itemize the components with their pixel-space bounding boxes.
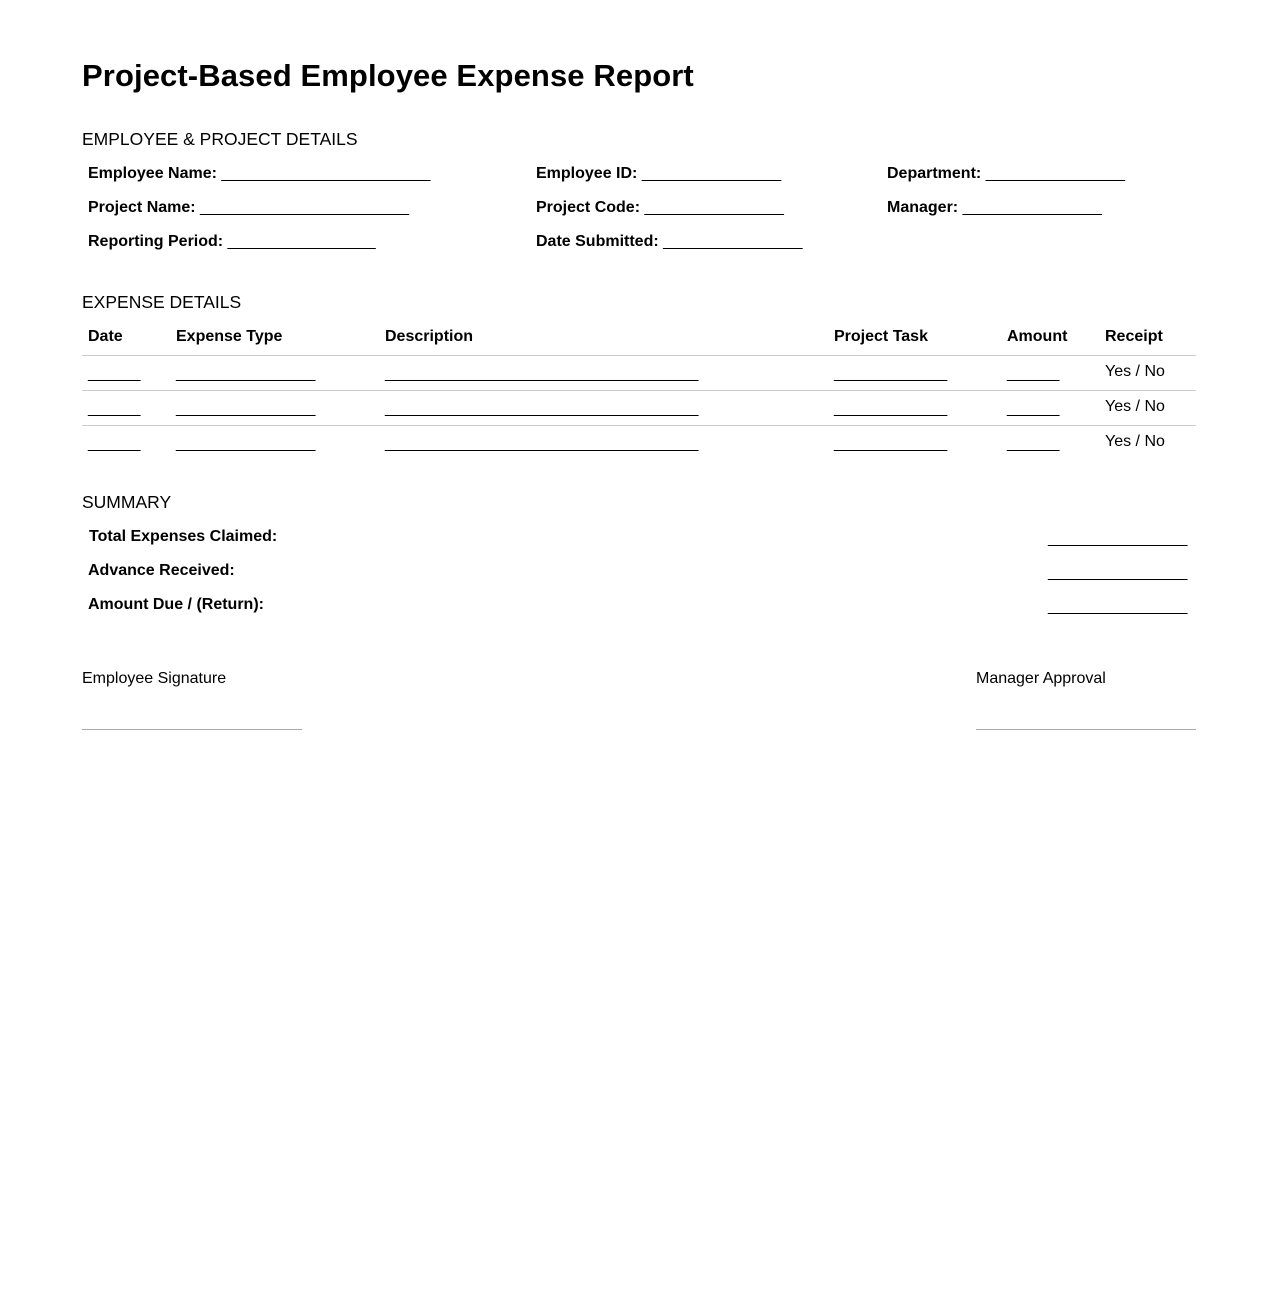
column-header-date: Date [88,328,123,345]
column-header-project-task: Project Task [834,328,928,345]
date-submitted-label: Date Submitted: [536,233,659,250]
row-divider [82,355,1196,356]
employee-signature-line[interactable] [82,729,302,730]
manager-label: Manager: [887,199,959,216]
manager-approval-label: Manager Approval [976,670,1106,687]
employee-id-label: Employee ID: [536,165,638,182]
reporting-period-blank[interactable]: _________________ [227,233,376,250]
row-divider [82,425,1196,426]
reporting-period-label: Reporting Period: [88,233,224,250]
column-header-description: Description [385,328,474,345]
project-name-blank[interactable]: ________________________ [200,199,409,216]
employee-id-field[interactable] [536,165,781,183]
project-task-cell[interactable]: _____________ [834,365,948,382]
description-cell[interactable]: ____________________________________ [385,365,699,382]
receipt-cell[interactable]: Yes / No [1105,433,1165,450]
project-code-label: Project Code: [536,199,641,216]
receipt-cell[interactable]: Yes / No [1105,363,1165,380]
description-cell[interactable]: ____________________________________ [385,400,699,417]
date-cell[interactable]: ______ [88,435,141,452]
project-name-label: Project Name: [88,199,196,216]
employee-name-blank[interactable]: ________________________ [221,165,431,182]
department-field[interactable] [887,165,1125,183]
project-name-field[interactable] [88,199,409,217]
section-title-details: EMPLOYEE & PROJECT DETAILS [82,129,358,149]
project-code-blank[interactable]: ________________ [644,199,784,216]
project-code-field[interactable] [536,199,784,217]
reporting-period-field[interactable] [88,233,375,251]
expense-type-cell[interactable]: ________________ [176,435,316,452]
manager-blank[interactable]: ________________ [962,199,1102,216]
employee-name-label: Employee Name: [88,165,217,182]
department-blank[interactable]: ________________ [985,165,1125,182]
column-header-expense-type: Expense Type [176,328,283,345]
employee-name-field[interactable] [88,165,430,183]
amount-cell[interactable]: ______ [1007,400,1060,417]
description-cell[interactable]: ____________________________________ [385,435,699,452]
manager-approval-line[interactable] [976,729,1196,730]
total-expenses-blank[interactable]: ________________ [1048,530,1188,547]
total-expenses-label: Total Expenses Claimed: [89,528,278,545]
page-title: Project-Based Employee Expense Report [82,58,694,93]
employee-id-blank[interactable]: ________________ [641,165,781,182]
employee-signature-label: Employee Signature [82,670,227,687]
expense-type-cell[interactable]: ________________ [176,400,316,417]
row-divider [82,390,1196,391]
date-submitted-blank[interactable]: ________________ [663,233,803,250]
manager-field[interactable] [887,199,1102,217]
column-header-amount: Amount [1007,328,1068,345]
department-label: Department: [887,165,982,182]
receipt-cell[interactable]: Yes / No [1105,398,1165,415]
amount-due-label: Amount Due / (Return): [88,596,264,613]
column-header-receipt: Receipt [1105,328,1163,345]
section-title-summary: SUMMARY [82,492,172,512]
date-cell[interactable]: ______ [88,400,141,417]
advance-received-label: Advance Received: [88,562,235,579]
amount-due-blank[interactable]: ________________ [1048,598,1188,615]
date-submitted-field[interactable] [536,233,802,251]
expense-type-cell[interactable]: ________________ [176,365,316,382]
date-cell[interactable]: ______ [88,365,141,382]
amount-cell[interactable]: ______ [1007,365,1060,382]
section-title-expenses: EXPENSE DETAILS [82,292,242,312]
amount-cell[interactable]: ______ [1007,435,1060,452]
project-task-cell[interactable]: _____________ [834,435,948,452]
advance-received-blank[interactable]: ________________ [1048,564,1188,581]
project-task-cell[interactable]: _____________ [834,400,948,417]
